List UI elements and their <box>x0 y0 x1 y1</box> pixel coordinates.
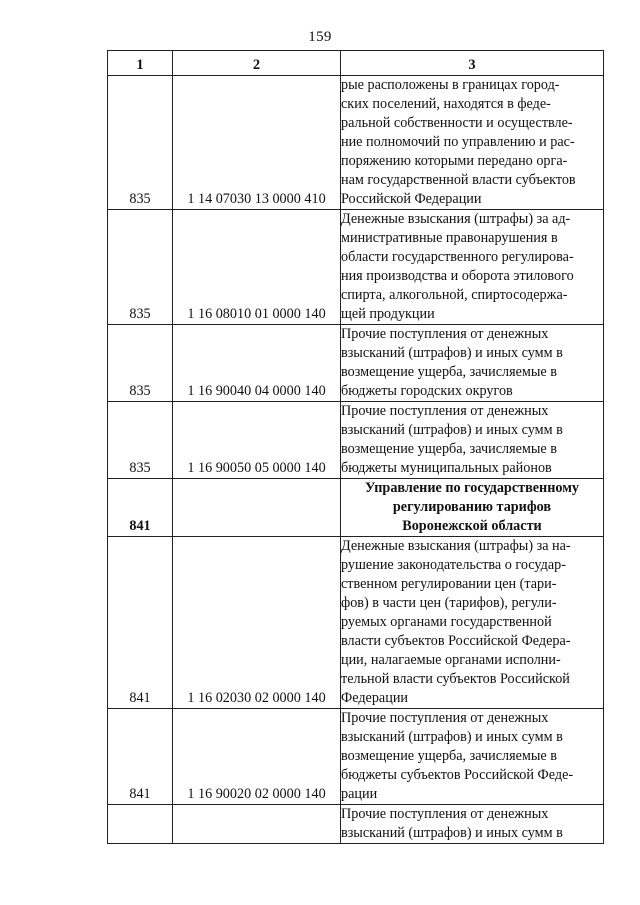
description-line: взысканий (штрафов) и иных сумм в <box>341 422 563 438</box>
description-line: рушение законодательства о государ- <box>341 557 566 573</box>
description-line: Федерации <box>341 690 409 706</box>
description-line: ние полномочий по управлению и рас- <box>341 134 575 150</box>
description-line: власти субъектов Российской Федера- <box>341 633 571 649</box>
description-line: ральной собственности и осуществле- <box>341 115 573 131</box>
table-row <box>108 402 604 479</box>
description-line: регулированию тарифов <box>392 499 552 515</box>
description-line: возмещение ущерба, зачисляемые в <box>341 748 557 764</box>
admin-code-cell: 835 <box>108 402 173 479</box>
description-line: взысканий (штрафов) и иных сумм в <box>341 729 563 745</box>
admin-code-cell: 841 <box>108 479 173 537</box>
table-header-row <box>108 51 604 76</box>
description-line: ции, налагаемые органами исполни- <box>341 652 561 668</box>
column-header-2: 2 <box>173 51 341 76</box>
description-line: Денежные взыскания (штрафы) за на- <box>341 538 571 554</box>
description-line: бюджеты городских округов <box>341 383 513 399</box>
description-cell <box>341 402 604 479</box>
description-line: поряжению которыми передано орга- <box>341 153 568 169</box>
description-line: Управление по государственному <box>365 480 579 496</box>
description-line: Российской Федерации <box>341 191 482 207</box>
description-line: ских поселений, находятся в феде- <box>341 96 551 112</box>
table-row <box>108 709 604 805</box>
description-line: руемых органами государственной <box>341 614 552 630</box>
description-line: возмещение ущерба, зачисляемые в <box>341 441 557 457</box>
table-body <box>108 76 604 844</box>
budget-classification-code-cell: 1 14 07030 13 0000 410 <box>173 76 341 210</box>
description-cell <box>341 479 604 537</box>
admin-code-cell: 835 <box>108 210 173 325</box>
budget-classification-code-cell <box>173 805 341 844</box>
description-line: Прочие поступления от денежных <box>341 403 549 419</box>
description-line: спирта, алкогольной, спиртосодержа- <box>341 287 568 303</box>
description-cell <box>341 210 604 325</box>
admin-code-cell: 841 <box>108 537 173 709</box>
description-line: рые расположены в границах город- <box>341 77 560 93</box>
admin-code-cell: 841 <box>108 709 173 805</box>
description-line: щей продукции <box>341 306 435 322</box>
column-header-1: 1 <box>108 51 173 76</box>
column-header-3: 3 <box>341 51 604 76</box>
description-cell <box>341 325 604 402</box>
description-line: ния производства и оборота этилового <box>341 268 574 284</box>
description-line: тельной власти субъектов Российской <box>341 671 570 687</box>
description-line: Воронежской области <box>402 518 542 534</box>
revenue-codes-table <box>107 50 604 844</box>
admin-code-cell: 835 <box>108 76 173 210</box>
description-line: министративные правонарушения в <box>341 230 558 246</box>
description-cell <box>341 709 604 805</box>
budget-classification-code-cell: 1 16 90040 04 0000 140 <box>173 325 341 402</box>
description-line: Денежные взыскания (штрафы) за ад- <box>341 211 571 227</box>
description-line: области государственного регулирова- <box>341 249 574 265</box>
description-cell <box>341 537 604 709</box>
budget-classification-code-cell: 1 16 90050 05 0000 140 <box>173 402 341 479</box>
description-line: бюджеты муниципальных районов <box>341 460 552 476</box>
description-line: Прочие поступления от денежных <box>341 806 549 822</box>
description-line: фов) в части цен (тарифов), регули- <box>341 595 557 611</box>
budget-classification-code-cell: 1 16 08010 01 0000 140 <box>173 210 341 325</box>
table-row <box>108 76 604 210</box>
table-row <box>108 537 604 709</box>
description-cell <box>341 76 604 210</box>
table-row <box>108 210 604 325</box>
table-row-section-heading <box>108 479 604 537</box>
description-line: бюджеты субъектов Российской Феде- <box>341 767 574 783</box>
description-line: Прочие поступления от денежных <box>341 710 549 726</box>
description-line: рации <box>341 786 378 802</box>
description-cell <box>341 805 604 844</box>
description-line: возмещение ущерба, зачисляемые в <box>341 364 557 380</box>
budget-classification-code-cell: 1 16 02030 02 0000 140 <box>173 537 341 709</box>
budget-classification-code-cell <box>173 479 341 537</box>
description-line: ственном регулировании цен (тари- <box>341 576 557 592</box>
table-row <box>108 805 604 844</box>
description-line: Прочие поступления от денежных <box>341 326 549 342</box>
description-line: нам государственной власти субъектов <box>341 172 576 188</box>
description-line: взысканий (штрафов) и иных сумм в <box>341 825 563 841</box>
admin-code-cell <box>108 805 173 844</box>
admin-code-cell: 835 <box>108 325 173 402</box>
table-row <box>108 325 604 402</box>
budget-classification-code-cell: 1 16 90020 02 0000 140 <box>173 709 341 805</box>
description-line: взысканий (штрафов) и иных сумм в <box>341 345 563 361</box>
page-number: 159 <box>308 29 332 45</box>
